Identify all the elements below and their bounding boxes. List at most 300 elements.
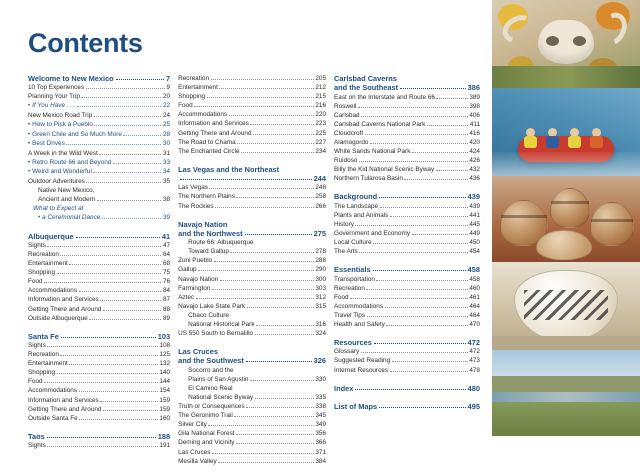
- toc-group: [334, 74, 480, 183]
- entry-label: Index: [334, 383, 354, 393]
- entry-page-number: 64: [162, 250, 171, 258]
- toc-entry[interactable]: [178, 110, 326, 119]
- entry-page-number: 458: [469, 275, 480, 283]
- toc-entry[interactable]: [178, 256, 326, 265]
- dot-leader: [89, 319, 161, 320]
- dot-leader: [218, 462, 314, 463]
- dot-leader: [79, 419, 158, 420]
- toc-entry[interactable]: [28, 414, 170, 423]
- entry-label: Albuquerque: [28, 231, 74, 241]
- entry-page-number: 406: [469, 111, 480, 119]
- toc-section-heading[interactable]: [178, 220, 326, 239]
- toc-entry[interactable]: [28, 250, 170, 259]
- entry-label: Food: [178, 102, 193, 110]
- toc-entry[interactable]: [334, 347, 480, 356]
- dot-leader: [390, 371, 468, 372]
- basket-shape: [536, 230, 592, 260]
- toc-entry[interactable]: [28, 277, 170, 286]
- toc-group: [178, 347, 326, 466]
- toc-entry[interactable]: [334, 320, 480, 329]
- toc-entry[interactable]: [178, 74, 326, 83]
- entry-page-number: 458: [467, 265, 480, 275]
- entry-page-number: 33: [162, 158, 171, 166]
- toc-entry[interactable]: [334, 311, 480, 320]
- entry-label: Farmington: [178, 284, 211, 292]
- entry-page-number: 303: [315, 284, 327, 292]
- toc-entry-wrap-line: What to Expect at: [33, 205, 84, 212]
- entry-page-number: 445: [469, 220, 480, 228]
- toc-entry[interactable]: [334, 211, 480, 220]
- toc-entry[interactable]: [178, 183, 326, 192]
- toc-entry[interactable]: [178, 293, 326, 302]
- entry-page-number: 84: [162, 287, 171, 295]
- toc-entry[interactable]: [334, 156, 480, 165]
- entry-page-number: 31: [162, 149, 171, 157]
- entry-label: Las Cruces: [178, 448, 211, 456]
- dot-leader: [209, 188, 313, 189]
- entry-page-number: 89: [162, 314, 171, 322]
- dot-leader: [367, 316, 468, 317]
- toc-entry[interactable]: [178, 284, 326, 293]
- dot-leader: [79, 391, 158, 392]
- entry-page-number: 389: [469, 93, 480, 101]
- toc-entry[interactable]: [334, 356, 480, 365]
- toc-entry[interactable]: [178, 329, 326, 338]
- toc-entry[interactable]: [178, 101, 326, 110]
- dot-leader: [358, 107, 468, 108]
- toc-entry[interactable]: [28, 386, 170, 395]
- section-page-number: 386: [467, 83, 480, 93]
- toc-group: [28, 432, 170, 450]
- toc-section-heading[interactable]: [334, 265, 480, 274]
- toc-entry[interactable]: [28, 314, 170, 323]
- scrubland-band: [492, 402, 640, 436]
- entry-label: Deming and Vicinity: [178, 439, 235, 447]
- entry-page-number: 144: [159, 378, 171, 386]
- toc-entry[interactable]: [178, 320, 326, 329]
- dot-leader: [365, 134, 468, 135]
- toc-entry[interactable]: [334, 220, 480, 229]
- toc-entry[interactable]: [178, 411, 326, 420]
- toc-entry[interactable]: [334, 111, 480, 120]
- toc-entry[interactable]: [178, 448, 326, 457]
- toc-section-heading[interactable]: [28, 232, 170, 241]
- dot-leader: [60, 255, 161, 256]
- dot-leader: [427, 125, 469, 126]
- entry-page-number: 9: [166, 84, 171, 92]
- entry-label: Local Culture: [334, 239, 372, 247]
- entry-label: List of Maps: [334, 401, 378, 411]
- dot-leader: [359, 252, 468, 253]
- toc-section-heading[interactable]: [334, 338, 480, 347]
- toc-entry[interactable]: [334, 165, 480, 174]
- toc-entry[interactable]: [178, 438, 326, 447]
- section-title-line-1: Navajo Nation: [178, 219, 228, 229]
- entry-label: Getting There and Around: [28, 405, 102, 413]
- pot-shape: [590, 202, 634, 246]
- toc-entry[interactable]: [28, 83, 170, 92]
- dot-leader: [212, 289, 314, 290]
- toc-entry[interactable]: [178, 375, 326, 384]
- entry-page-number: 30: [162, 140, 171, 148]
- toc-entry[interactable]: [334, 147, 480, 156]
- toc-entry[interactable]: [334, 102, 480, 111]
- toc-entry[interactable]: [28, 295, 170, 304]
- toc-entry[interactable]: [28, 177, 170, 186]
- dot-leader: [123, 135, 161, 136]
- dot-leader: [373, 270, 466, 271]
- toc-entry[interactable]: [28, 368, 170, 377]
- dot-leader: [97, 200, 162, 201]
- entry-label: • Retro Route 66 and Beyond: [28, 158, 111, 168]
- dot-leader: [100, 300, 161, 301]
- dot-leader: [350, 298, 468, 299]
- entry-page-number: 472: [467, 338, 480, 348]
- entry-label: Outside Santa Fe: [28, 414, 78, 422]
- entry-label: Recreation: [334, 284, 365, 292]
- section-title-line-2: and the Southwest: [178, 356, 244, 366]
- entry-label: National Historical Park: [188, 320, 255, 328]
- toc-entry[interactable]: [28, 120, 170, 130]
- entry-page-number: 345: [315, 412, 327, 420]
- entry-page-number: 371: [315, 448, 327, 456]
- entry-label: The Geronimo Trail: [178, 412, 233, 420]
- toc-entry[interactable]: [28, 268, 170, 277]
- toc-entry[interactable]: [178, 247, 326, 256]
- entry-label: Navajo Nation: [178, 275, 219, 283]
- entry-page-number: 25: [162, 121, 171, 129]
- entry-page-number: 75: [162, 269, 171, 277]
- entry-page-number: 38: [162, 195, 171, 203]
- dot-leader: [47, 437, 156, 438]
- toc-entry[interactable]: [178, 192, 326, 201]
- entry-label: • How to Pick a Pueblo: [28, 120, 93, 130]
- toc-entry[interactable]: [178, 265, 326, 274]
- entry-page-number: 278: [315, 248, 327, 256]
- dot-leader: [412, 152, 468, 153]
- toc-section-heading[interactable]: [28, 74, 170, 83]
- entry-label: Shopping: [28, 269, 56, 277]
- entry-page-number: 461: [469, 293, 480, 301]
- toc-section-heading[interactable]: [178, 165, 326, 184]
- toc-entry[interactable]: [334, 202, 480, 211]
- dot-leader: [77, 106, 161, 107]
- toc-entry[interactable]: [28, 92, 170, 101]
- entry-label: Zuni Pueblo: [178, 257, 213, 265]
- toc-entry[interactable]: [178, 202, 326, 211]
- toc-entry[interactable]: [28, 359, 170, 368]
- toc-section-heading[interactable]: [28, 432, 170, 441]
- dot-leader: [66, 144, 161, 145]
- dot-leader: [180, 179, 312, 180]
- entry-page-number: 470: [469, 320, 480, 328]
- dot-leader: [99, 154, 161, 155]
- entry-page-number: 87: [162, 296, 171, 304]
- entry-label: Santa Fe: [28, 331, 59, 341]
- toc-entry[interactable]: [28, 259, 170, 268]
- dot-leader: [47, 246, 161, 247]
- toc-entry[interactable]: [334, 129, 480, 138]
- photo-whitewater-rafting: [492, 88, 640, 176]
- entry-page-number: 41: [161, 231, 171, 241]
- entry-label: Sights: [28, 241, 46, 249]
- dot-leader: [215, 207, 314, 208]
- entry-label: Shopping: [28, 369, 56, 377]
- entry-page-number: 316: [315, 320, 327, 328]
- dot-leader: [61, 337, 156, 338]
- dot-leader: [47, 346, 158, 347]
- photo-skull-with-flowers: [492, 0, 640, 88]
- section-page-number: 244: [313, 174, 327, 184]
- dot-leader: [230, 252, 313, 253]
- toc-entry[interactable]: [334, 120, 480, 129]
- dot-leader: [246, 361, 312, 362]
- entry-label: White Sands National Park: [334, 148, 411, 156]
- entry-page-number: 88: [162, 305, 171, 313]
- toc-section-heading[interactable]: [334, 384, 480, 393]
- dot-leader: [250, 380, 314, 381]
- toc-column-1: [28, 74, 170, 475]
- entry-page-number: 460: [469, 284, 480, 292]
- entry-label: Gila National Forest: [178, 430, 235, 438]
- toc-entry[interactable]: [28, 286, 170, 295]
- entry-page-number: 191: [159, 442, 171, 450]
- toc-entry[interactable]: [178, 302, 326, 311]
- toc-entry[interactable]: [178, 138, 326, 147]
- toc-entry[interactable]: [28, 139, 170, 149]
- toc-group: [28, 74, 170, 223]
- entry-label: Billy the Kid National Scenic Byway: [334, 166, 435, 174]
- toc-entry[interactable]: [334, 138, 480, 147]
- toc-entry[interactable]: [178, 429, 326, 438]
- toc-entry[interactable]: [28, 341, 170, 350]
- entry-label: Navajo Lake State Park: [178, 302, 246, 310]
- dot-leader: [44, 282, 161, 283]
- entry-label: Accommodations: [28, 387, 78, 395]
- entry-label: Internet Resources: [334, 366, 389, 374]
- toc-entry[interactable]: [28, 130, 170, 140]
- entry-page-number: 495: [467, 401, 480, 411]
- entry-label: Information and Services: [28, 396, 99, 404]
- dot-leader: [404, 179, 467, 180]
- entry-label: Carlsbad: [334, 111, 360, 119]
- dot-leader: [207, 97, 314, 98]
- dot-leader: [60, 355, 158, 356]
- entry-page-number: 338: [315, 403, 327, 411]
- toc-entry[interactable]: [28, 167, 170, 177]
- toc-section-heading[interactable]: [334, 192, 480, 201]
- toc-entry[interactable]: [334, 275, 480, 284]
- toc-entry[interactable]: [178, 420, 326, 429]
- entry-page-number: 47: [162, 241, 171, 249]
- toc-column-2: [178, 74, 326, 475]
- entry-label: Outside Albuquerque: [28, 314, 88, 322]
- entry-label: Resources: [334, 338, 372, 348]
- entry-label: Government and Economy: [334, 229, 411, 237]
- life-vest: [568, 136, 581, 148]
- dot-leader: [79, 291, 162, 292]
- entry-page-number: 464: [469, 311, 480, 319]
- entry-page-number: 449: [469, 229, 480, 237]
- toc-section-heading[interactable]: [334, 74, 480, 93]
- entry-label: Transportation: [334, 275, 375, 283]
- toc-entry[interactable]: [334, 302, 480, 311]
- dot-leader: [355, 225, 467, 226]
- dot-leader: [245, 234, 312, 235]
- entry-label: Accommodations: [334, 302, 384, 310]
- toc-entry[interactable]: [334, 247, 480, 256]
- toc-entry[interactable]: [334, 229, 480, 238]
- skull-icon: [538, 20, 594, 64]
- foliage-band: [492, 66, 640, 88]
- toc-entry[interactable]: [28, 111, 170, 120]
- entry-label: 10 Top Experiences: [28, 84, 85, 92]
- dot-leader: [69, 364, 158, 365]
- entry-page-number: 225: [315, 129, 327, 137]
- entry-page-number: 212: [315, 84, 327, 92]
- toc-entry[interactable]: [28, 195, 170, 204]
- dot-leader: [373, 243, 468, 244]
- toc-entry[interactable]: [28, 405, 170, 414]
- geometric-pattern: [524, 290, 608, 320]
- entry-label: New Mexico Road Trip: [28, 111, 93, 119]
- toc-entry[interactable]: [334, 293, 480, 302]
- dot-leader: [194, 106, 314, 107]
- entry-page-number: 216: [315, 102, 327, 110]
- toc-entry[interactable]: [334, 284, 480, 293]
- toc-entry[interactable]: [178, 129, 326, 138]
- dot-leader: [103, 410, 158, 411]
- entry-label: • If You Have . . .: [28, 101, 76, 111]
- toc-section-heading[interactable]: [28, 332, 170, 341]
- dot-leader: [86, 182, 161, 183]
- entry-label: • a Ceremonial Dance: [28, 213, 100, 223]
- toc-entry[interactable]: [334, 174, 480, 183]
- toc-entry-wrap-line: Native New Mexico,: [38, 186, 95, 194]
- entry-page-number: 35: [162, 177, 171, 185]
- dot-leader: [236, 443, 314, 444]
- entry-page-number: 420: [469, 138, 480, 146]
- toc-entry[interactable]: [28, 350, 170, 359]
- dot-leader: [57, 373, 158, 374]
- entry-label: Planning Your Trip: [28, 93, 80, 101]
- dot-leader: [361, 116, 468, 117]
- dot-leader: [256, 325, 314, 326]
- dot-leader: [44, 382, 158, 383]
- entry-label: The Arts: [334, 248, 358, 256]
- entry-page-number: 335: [315, 393, 327, 401]
- entry-page-number: 140: [159, 369, 171, 377]
- toc-entry-wrap-line: Chaco Culture: [188, 311, 229, 319]
- entry-label: US 550 South to Bernalillo: [178, 330, 254, 338]
- dot-leader: [214, 261, 314, 262]
- toc-entry[interactable]: [28, 377, 170, 386]
- entry-label: Essentials: [334, 265, 371, 275]
- toc-entry[interactable]: [28, 396, 170, 405]
- toc-group: [334, 338, 480, 375]
- toc-entry[interactable]: [28, 441, 170, 450]
- entry-label: Cloudcroft: [334, 129, 364, 137]
- entry-page-number: 20: [162, 93, 171, 101]
- dot-leader: [198, 270, 314, 271]
- entry-page-number: 349: [315, 421, 327, 429]
- toc-entry[interactable]: [28, 158, 170, 168]
- entry-page-number: 441: [469, 211, 480, 219]
- dot-leader: [236, 434, 314, 435]
- entry-page-number: 7: [165, 74, 171, 83]
- entry-label: Toward Gallup: [188, 248, 229, 256]
- toc-entry[interactable]: [178, 457, 326, 466]
- toc-entry[interactable]: [334, 238, 480, 247]
- entry-page-number: 68: [162, 260, 171, 268]
- toc-entry[interactable]: [334, 93, 480, 102]
- toc-section-heading[interactable]: [334, 402, 480, 411]
- entry-label: Northern Tularosa Basin: [334, 175, 403, 183]
- entry-label: Entertainment: [178, 84, 218, 92]
- pot-shape: [550, 188, 590, 228]
- toc-entry-wrap-line: Socorro and the: [188, 366, 234, 374]
- entry-page-number: 416: [469, 129, 480, 137]
- dot-leader: [196, 298, 314, 299]
- entry-label: Mesilla Valley: [178, 457, 217, 465]
- toc-entry[interactable]: [28, 213, 170, 223]
- entry-label: The Enchanted Circle: [178, 147, 240, 155]
- entry-page-number: 426: [469, 157, 480, 165]
- dot-leader: [94, 116, 162, 117]
- dot-leader: [379, 407, 466, 408]
- water-spray: [492, 152, 640, 176]
- toc-entry[interactable]: [178, 402, 326, 411]
- entry-label: Food: [28, 278, 43, 286]
- toc-entry[interactable]: [178, 147, 326, 156]
- toc-entry[interactable]: [178, 83, 326, 92]
- dot-leader: [385, 307, 468, 308]
- toc-entry[interactable]: [178, 119, 326, 128]
- toc-entry[interactable]: [178, 393, 326, 402]
- entry-label: Alamogordo: [334, 138, 369, 146]
- entry-page-number: 160: [159, 414, 171, 422]
- toc-entry[interactable]: [28, 101, 170, 111]
- toc-entry[interactable]: [28, 149, 170, 158]
- entry-page-number: 132: [159, 360, 171, 368]
- toc-group: [334, 192, 480, 256]
- entry-label: Truth or Consequences: [178, 403, 245, 411]
- toc-entry[interactable]: [28, 241, 170, 250]
- entry-label: The Northern Plains: [178, 193, 235, 201]
- entry-page-number: 315: [315, 302, 327, 310]
- dot-leader: [370, 143, 468, 144]
- entry-page-number: 384: [315, 457, 327, 465]
- toc-group: [178, 220, 326, 339]
- entry-label: Suggested Reading: [334, 357, 391, 365]
- entry-label: Shopping: [178, 93, 206, 101]
- toc-entry[interactable]: [178, 275, 326, 284]
- dot-leader: [208, 425, 313, 426]
- toc-entry[interactable]: [334, 366, 480, 375]
- entry-page-number: 220: [315, 111, 327, 119]
- entry-label: Recreation: [28, 250, 59, 258]
- entry-page-number: 103: [157, 331, 171, 341]
- shelf-band: [492, 336, 640, 350]
- toc-entry[interactable]: [28, 305, 170, 314]
- dot-leader: [212, 453, 314, 454]
- dot-leader: [94, 125, 161, 126]
- dot-leader: [250, 124, 314, 125]
- entry-label: Carlsbad Caverns National Park: [334, 120, 426, 128]
- toc-entry[interactable]: [178, 92, 326, 101]
- toc-section-heading[interactable]: [178, 347, 326, 366]
- entry-label: Information and Services: [28, 296, 99, 304]
